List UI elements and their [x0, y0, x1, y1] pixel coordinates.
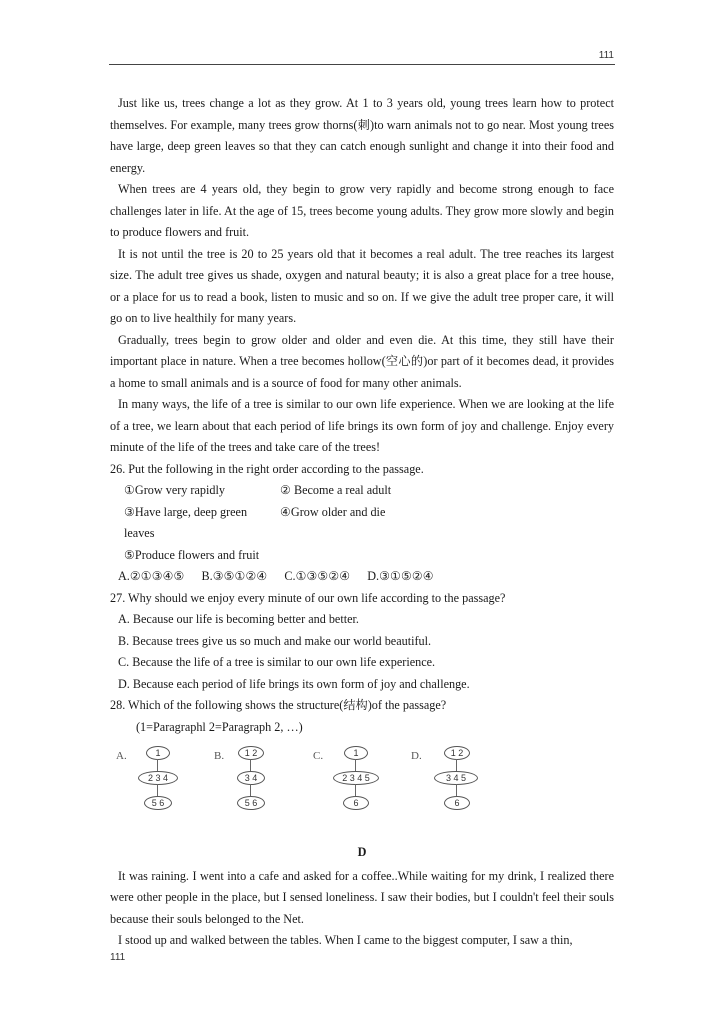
diagram-a-middle-node: 2 3 4 [138, 771, 178, 785]
diagram-d-connector [456, 759, 457, 771]
question-28-note: (1=Paragraphl 2=Paragraph 2, …) [136, 719, 303, 734]
header-rule [109, 64, 615, 65]
section-d-heading: D [357, 845, 367, 859]
diagram-b-bottom-node: 5 6 [237, 796, 265, 810]
q27-choice: A. Because our life is becoming better and better. [118, 612, 359, 626]
diagram-b-connector [250, 759, 251, 771]
diagram-c-bottom-node: 6 [343, 796, 369, 810]
question-28-stem: 28. Which of the following shows the structure(结构)of the passage? [110, 698, 447, 712]
q27-choice: C. Because the life of a tree is similar to our own life experience. [118, 655, 436, 669]
q26-choice: A.②①③④⑤ [118, 569, 185, 583]
diagram-d-connector [456, 784, 457, 796]
q26-item: ⑤Produce flowers and fruit [124, 547, 260, 562]
diagram-b-middle-node: 3 4 [237, 771, 265, 785]
passage-paragraph: Gradually, trees begin to grow older and older and even die. At this time, they still have their important place in nature. When a tree becomes hollow(空心的)or part of it becomes dead, it provides a home to small animals and is a source of food for many other animals. [110, 332, 614, 390]
footer-page-number: 111 [110, 952, 126, 963]
diagram-c-connector [355, 759, 356, 771]
question-26-stem: 26. Put the following in the right order according to the passage. [110, 461, 424, 476]
passage-paragraph: Just like us, trees change a lot as they grow. At 1 to 3 years old, young trees learn how to protect themselves. For example, many trees grow thorns(刺)to warn animals not to go near. Most young trees have large, deep green leaves so that they can catch enough sunlight and change it into their food and energy. [110, 96, 614, 175]
q26-item: ③Have large, deep green leaves [124, 504, 248, 540]
passage-paragraph: It is not until the tree is 20 to 25 years old that it becomes a real adult. The tree reaches its largest size. The adult tree gives us shade, oxygen and natural beauty; it is also a great place for a tree house, or a place for us to read a book, listen to music and so on. If we give the adult tree proper care, it will go on to live healthily for many years. [110, 246, 614, 325]
q26-item: ② Become a real adult [280, 483, 392, 497]
diagram-b-connector [250, 784, 251, 796]
question-26-items-row [110, 480, 614, 502]
diagram-c-middle-node: 2 3 4 5 [333, 771, 379, 785]
header-page-number: 111 [598, 50, 614, 61]
diagram-b-top-node: 1 2 [238, 746, 264, 760]
structure-diagrams [110, 746, 614, 836]
q26-choice: B.③⑤①②④ [201, 569, 268, 583]
diagram-d-top-node: 1 2 [444, 746, 470, 760]
question-27-stem: 27. Why should we enjoy every minute of our own life according to the passage? [110, 590, 506, 605]
passage-d-paragraph: I stood up and walked between the tables. When I came to the biggest computer, I saw a thin, [118, 933, 573, 947]
diagram-c-connector [355, 784, 356, 796]
diagram-b-letter: B. [214, 750, 225, 762]
diagram-d-middle-node: 3 4 5 [434, 771, 478, 785]
q27-choice: D. Because each period of life brings its own form of joy and challenge. [118, 676, 470, 691]
diagram-a-top-node: 1 [146, 746, 170, 760]
diagram-c-top-node: 1 [344, 746, 368, 760]
diagram-a-connector [157, 784, 158, 796]
passage-d-paragraph: It was raining. I went into a cafe and asked for a coffee..While waiting for my drink, I realized there were other people in the place, but I sensed loneliness. I saw their bodies, but I couldn't feel their souls because their souls belonged to the Net. [110, 868, 614, 926]
q26-item: ①Grow very rapidly [124, 483, 225, 497]
question-26-items-row [110, 502, 614, 545]
q27-choice: B. Because trees give us so much and make our world beautiful. [118, 633, 432, 648]
passage-paragraph: In many ways, the life of a tree is similar to our own life experience. When we are looking at the life of a tree, we learn about that each period of life brings its own form of joy and challenge. Enjoy every minute of the life of the trees and take care of the trees! [110, 397, 614, 454]
passage-paragraph: When trees are 4 years old, they begin to grow very rapidly and become strong enough to face challenges later in life. At the age of 15, trees become young adults. They grow more slowly and begin to produce flowers and fruit. [110, 182, 614, 239]
diagram-d-letter: D. [411, 750, 422, 762]
diagram-a-bottom-node: 5 6 [144, 796, 172, 810]
document-body [110, 93, 614, 952]
diagram-d-bottom-node: 6 [444, 796, 470, 810]
diagram-a-connector [157, 759, 158, 771]
q26-choice: C.①③⑤②④ [284, 569, 351, 583]
question-26-items-row [110, 545, 614, 567]
q26-choice: D.③①⑤②④ [367, 569, 434, 583]
diagram-c-letter: C. [313, 750, 324, 762]
diagram-a-letter: A. [116, 750, 127, 762]
question-26-choices [110, 566, 614, 588]
q26-item: ④Grow older and die [280, 504, 386, 519]
